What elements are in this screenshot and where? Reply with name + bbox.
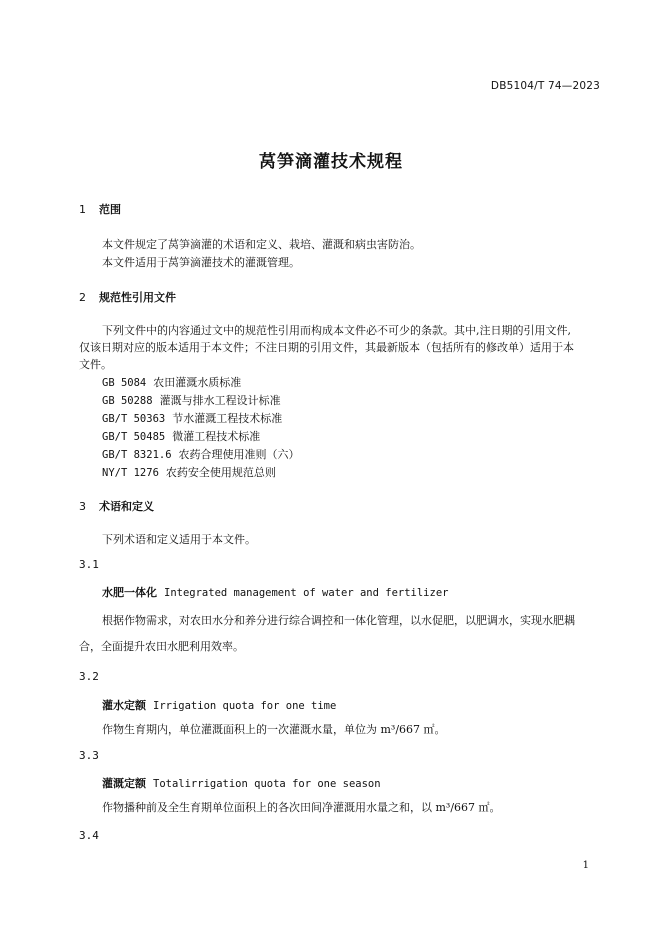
term-chinese: 灌水定额 xyxy=(102,699,146,712)
reference-name: 灌溉与排水工程设计标准 xyxy=(159,394,281,407)
section-3-intro: 下列术语和定义适用于本文件。 xyxy=(102,533,256,546)
reference-code: GB/T 50363 xyxy=(102,413,166,425)
section-3-heading xyxy=(79,498,154,514)
reference-name: 节水灌溉工程技术标准 xyxy=(172,412,283,425)
section-1-para-2: 本文件适用于莴笋滴灌技术的灌溉管理。 xyxy=(102,256,300,269)
reference-item xyxy=(102,374,241,390)
reference-item xyxy=(102,464,276,480)
section-2-para-line-2: 仅该日期对应的版本适用于本文件；不注日期的引用文件，其最新版本（包括所有的修改单）适用于本 xyxy=(79,341,574,354)
term-chinese: 灌溉定额 xyxy=(102,777,146,790)
term-english: Totalirrigation quota for one season xyxy=(153,778,381,790)
section-2-para-line-3: 文件。 xyxy=(79,358,112,371)
section-1-number: 1 xyxy=(79,203,86,216)
reference-name: 农药安全使用规范总则 xyxy=(165,466,276,479)
term-english: Integrated management of water and fertilizer xyxy=(164,587,449,599)
term-definition-line-2: 合，全面提升农田水肥利用效率。 xyxy=(79,640,244,653)
term-english: Irrigation quota for one time xyxy=(153,700,337,712)
section-1-heading xyxy=(79,201,121,217)
reference-code: GB/T 50485 xyxy=(102,431,166,443)
section-3-number: 3 xyxy=(79,500,86,513)
reference-code: GB 50288 xyxy=(102,395,153,407)
reference-name: 微灌工程技术标准 xyxy=(172,430,261,443)
document-code: DB5104/T 74—2023 xyxy=(490,80,600,92)
section-1-title: 范围 xyxy=(99,203,121,216)
term-number: 3.1 xyxy=(79,558,99,571)
term-definition-line-1: 根据作物需求，对农田水分和养分进行综合调控和一体化管理，以水促肥，以肥调水，实现水肥耦 xyxy=(102,614,575,627)
section-1-para-1: 本文件规定了莴笋滴灌的术语和定义、栽培、灌溉和病虫害防治。 xyxy=(102,238,421,251)
term-heading xyxy=(102,697,336,713)
section-2-number: 2 xyxy=(79,291,86,304)
reference-code: GB/T 8321.6 xyxy=(102,449,172,461)
page-number: 1 xyxy=(582,860,589,871)
reference-code: GB 5084 xyxy=(102,377,147,389)
term-heading xyxy=(102,584,448,600)
term-heading xyxy=(102,775,381,791)
reference-item xyxy=(102,446,300,462)
section-3-title: 术语和定义 xyxy=(99,500,154,513)
term-definition: 作物生育期内，单位灌溉面积上的一次灌溉水量，单位为 m³/667 ㎡。 xyxy=(102,723,446,736)
reference-name: 农药合理使用准则（六） xyxy=(178,448,300,461)
reference-item xyxy=(102,392,281,408)
term-number: 3.3 xyxy=(79,749,99,762)
reference-item xyxy=(102,410,282,426)
term-chinese: 水肥一体化 xyxy=(102,586,157,599)
section-2-title: 规范性引用文件 xyxy=(99,291,176,304)
document-title: 莴笋滴灌技术规程 xyxy=(259,152,403,172)
reference-item xyxy=(102,428,260,444)
reference-name: 农田灌溉水质标准 xyxy=(153,376,242,389)
term-number: 3.2 xyxy=(79,670,99,683)
section-2-para-line-1: 下列文件中的内容通过文中的规范性引用而构成本文件必不可少的条款。其中,注日期的引用文件, xyxy=(102,324,571,337)
section-2-heading xyxy=(79,289,176,305)
reference-code: NY/T 1276 xyxy=(102,467,159,479)
term-definition: 作物播种前及全生育期单位面积上的各次田间净灌溉用水量之和，以 m³/667 ㎡。 xyxy=(102,801,501,814)
term-number: 3.4 xyxy=(79,829,99,842)
